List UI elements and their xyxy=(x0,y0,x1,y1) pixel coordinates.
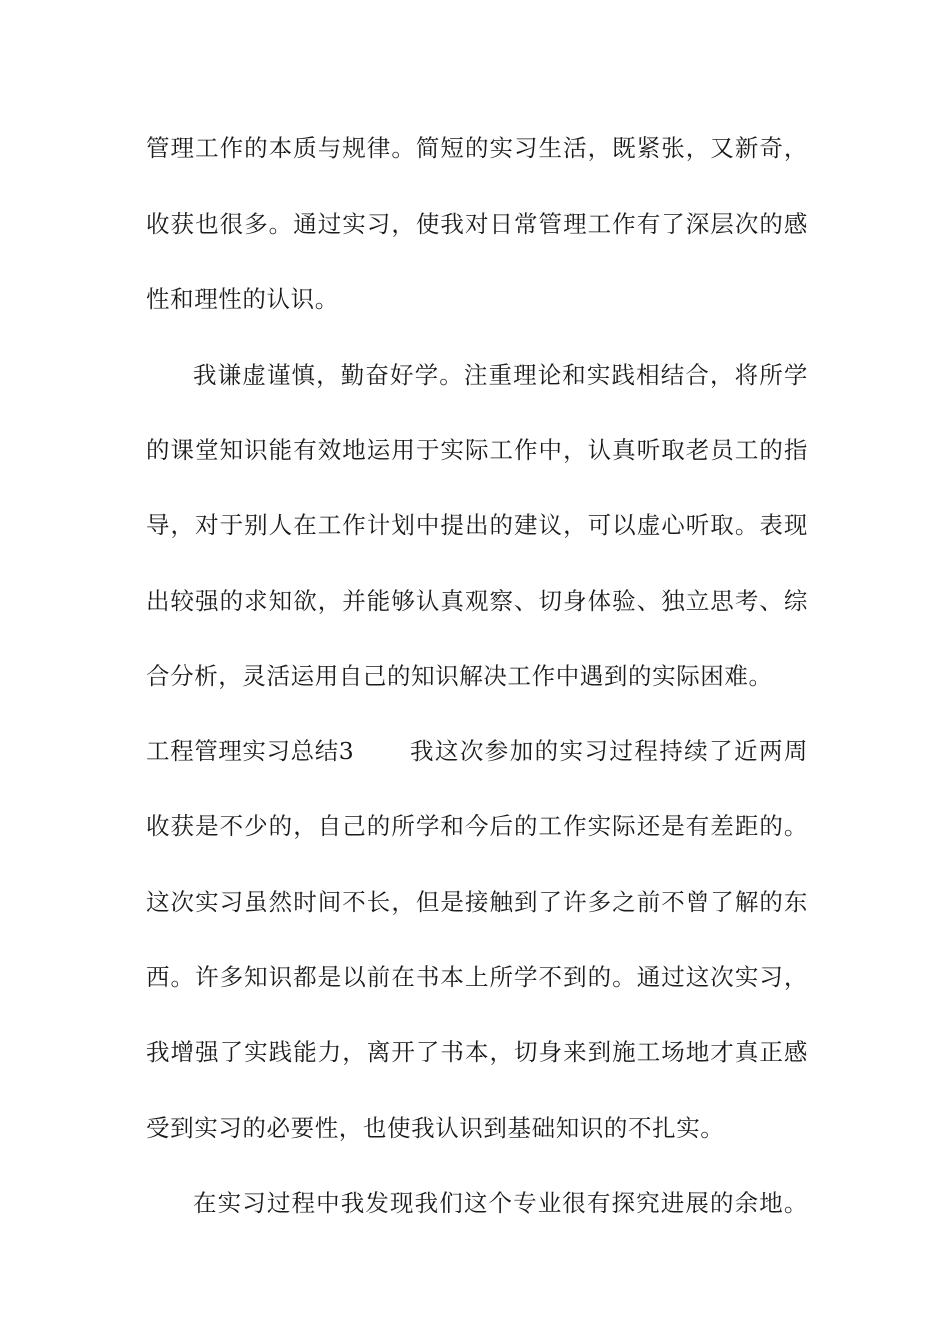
paragraph-line: 的课堂知识能有效地运用于实际工作中，认真听取老员工的指 xyxy=(146,436,808,464)
paragraph-line: 这次实习虽然时间不长，但是接触到了许多之前不曾了解的东 xyxy=(146,888,808,916)
section-heading-follow-text: 我这次参加的实习过程持续了近两周 xyxy=(410,737,808,765)
section-heading: 工程管理实习总结3 xyxy=(146,737,355,765)
paragraph-line: 出较强的求知欲，并能够认真观察、切身体验、独立思考、综 xyxy=(146,587,808,615)
paragraph-line: 收获也很多。通过实习，使我对日常管理工作有了深层次的感 xyxy=(146,210,808,238)
paragraph-line: 合分析，灵活运用自己的知识解决工作中遇到的实际困难。 xyxy=(146,662,773,690)
paragraph-line: 导，对于别人在工作计划中提出的建议，可以虚心听取。表现 xyxy=(146,511,808,539)
paragraph-first-line: 我谦虚谨慎，勤奋好学。注重理论和实践相结合，将所学 xyxy=(193,361,808,389)
paragraph-line: 性和理性的认识。 xyxy=(146,285,339,313)
paragraph-line: 收获是不少的，自己的所学和今后的工作实际还是有差距的。 xyxy=(146,812,808,840)
paragraph-line: 我增强了实践能力，离开了书本，切身来到施工场地才真正感 xyxy=(146,1038,808,1066)
paragraph-line: 西。许多知识都是以前在书本上所学不到的。通过这次实习， xyxy=(146,963,808,991)
section-heading-row xyxy=(146,733,808,769)
paragraph-line: 管理工作的本质与规律。简短的实习生活，既紧张，又新奇， xyxy=(146,134,808,162)
paragraph-first-line: 在实习过程中我发现我们这个专业很有探究进展的余地。 xyxy=(193,1189,808,1217)
paragraph-line: 受到实习的必要性，也使我认识到基础知识的不扎实。 xyxy=(146,1114,725,1142)
